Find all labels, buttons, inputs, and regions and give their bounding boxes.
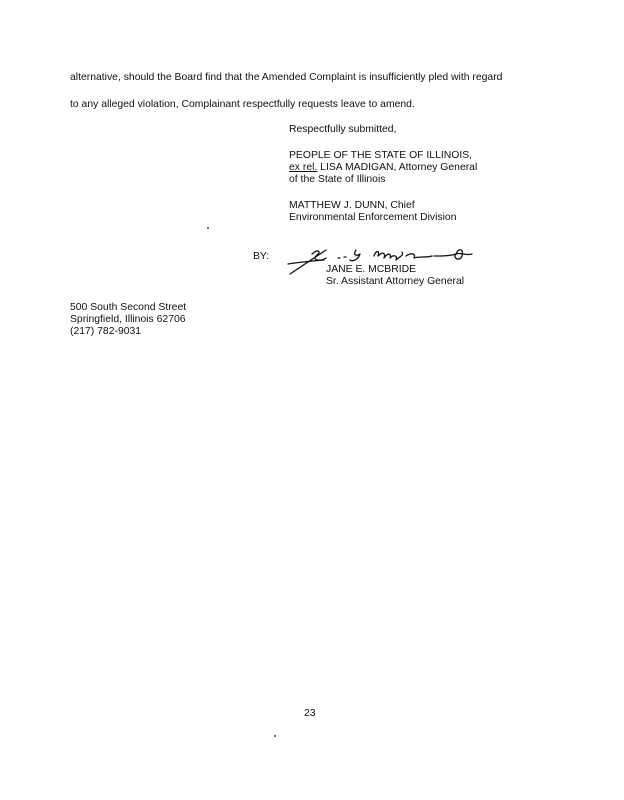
signer-title: Sr. Assistant Attorney General bbox=[326, 276, 465, 287]
page-number: 23 bbox=[304, 708, 316, 719]
address-phone: (217) 782-9031 bbox=[70, 326, 142, 337]
party-line-2 bbox=[289, 162, 477, 174]
ex-rel-text: ex rel. bbox=[289, 162, 318, 173]
party-line-1: PEOPLE OF THE STATE OF ILLINOIS, bbox=[289, 150, 473, 161]
by-label: BY: bbox=[253, 251, 270, 262]
signer-name: JANE E. MCBRIDE bbox=[326, 264, 417, 275]
chief-name: MATTHEW J. DUNN, Chief bbox=[289, 200, 415, 211]
party-line-3: of the State of Illinois bbox=[289, 174, 386, 185]
scan-speck bbox=[207, 227, 209, 229]
attorney-general-text: LISA MADIGAN, Attorney General bbox=[317, 162, 478, 173]
scan-speck bbox=[274, 735, 276, 737]
division-name: Environmental Enforcement Division bbox=[289, 212, 457, 223]
address-city: Springfield, Illinois 62706 bbox=[70, 314, 186, 325]
closing-text: Respectfully submitted, bbox=[289, 124, 397, 135]
paragraph-line-2: to any alleged violation, Complainant respectfully requests leave to amend. bbox=[70, 99, 415, 110]
address-street: 500 South Second Street bbox=[70, 302, 187, 313]
paragraph-line-1: alternative, should the Board find that the Amended Complaint is insufficiently pled with regard bbox=[70, 72, 503, 83]
